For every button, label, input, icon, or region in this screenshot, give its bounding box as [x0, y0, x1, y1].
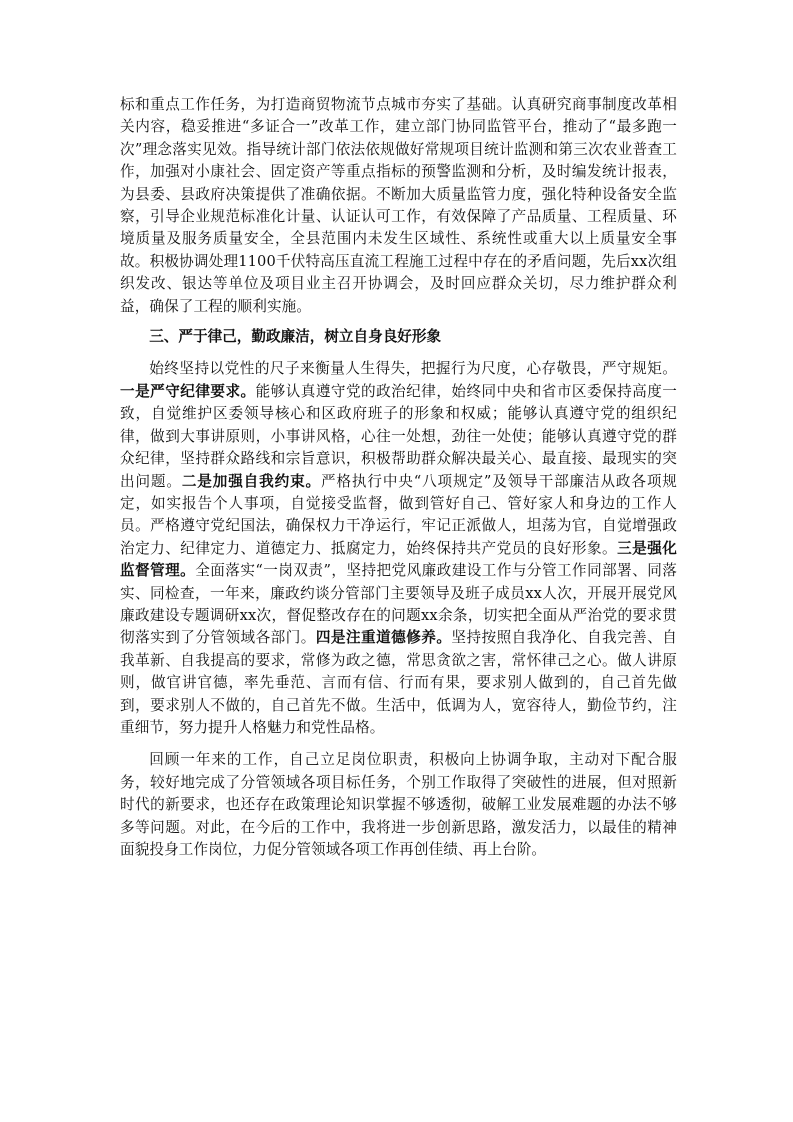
- point-1-text: 能够认真遵守党的政治纪律，始终同中央和省市区委保持高度一致，自觉维护区委领导核心和区政府班子的形象和权威；能够认真遵守党的组织纪律，做到大事讲原则，小事讲风格，心往一处想，劲往一处使；能够认真遵守党的群众纪律，坚持群众路线和宗旨意识，积极帮助群众解决最关心、最直接、最现实的突出问题。: [120, 382, 677, 490]
- paragraph-conclusion: 回顾一年来的工作，自己立足岗位职责，积极向上协调争取，主动对下配合服务，较好地完成了分管领域各项目标任务，个别工作取得了突破性的进展，但对照新时代的新要求，也还存在政策理论知识掌握不够透彻，破解工业发展难题的办法不够多等问题。对此，在今后的工作中，我将进一步创新思路，激发活力，以最佳的精神面貌投身工作岗位，力促分管领域各项工作再创佳绩、再上台阶。: [120, 751, 677, 858]
- point-4-text: 坚持按照自我净化、自我完善、自我革新、自我提高的要求，常修为政之德，常思贪欲之害，常怀律己之心。做人讲原则，做官讲官德，率先垂范、言而有信、行而有果，要求别人做到的，自己首先做到，要求别人不做的，自己首先不做。生活中，低调为人，宽容待人，勤俭节约，注重细节，努力提升人格魅力和党性品格。: [120, 629, 677, 736]
- point-1-title: 一是严守纪律要求。: [120, 382, 256, 400]
- point-2-title: 二是加强自我约束。: [181, 472, 321, 490]
- point-4-title: 四是注重道德修养。: [315, 629, 452, 647]
- point-2-text: 严格执行中央“八项规定”及领导干部廉洁从政各项规定，如实报告个人事项，自觉接受监督，做到管好自己、管好家人和身边的工作人员。严格遵守党纪国法，确保权力干净运行，牢记正派做人，坦荡为官，自觉增强政治定力、纪律定力、道德定力、抵腐定力，始终保持共产党员的良好形象。: [120, 472, 677, 557]
- point-3-text: 全面落实“一岗双责”，坚持把党风廉政建设工作与分管工作同部署、同落实、同检查，一年来，廉政约谈分管部门主要领导及班子成员xx人次，开展开展党风廉政建设专题调研xx次，督促整改存在的问题xx余条，切实把全面从严治党的要求贯彻落实到了分管领域各部门。: [120, 562, 677, 647]
- point-3-title: 三是强化监督管理。: [120, 539, 677, 580]
- section-heading-3: 三、严于律己，勤政廉洁，树立自身良好形象: [149, 328, 442, 346]
- paragraph-continuation: 标和重点工作任务，为打造商贸物流节点城市夯实了基础。认真研究商事制度改革相关内容，稳妥推进“多证合一”改革工作，建立部门协同监管平台，推动了“最多跑一次”理念落实见效。指导统计部门依法依规做好常规项目统计监测和第三次农业普查工作，加强对小康社会、固定资产等重点指标的预警监测和分析，及时编发统计报表，为县委、县政府决策提供了准确依据。不断加大质量监管力度，强化特种设备安全监察，引导企业规范标准化计量、认证认可工作，有效保障了产品质量、工程质量、环境质量及服务质量安全，全县范围内未发生区域性、系统性或重大以上质量安全事故。积极协调处理1100千伏特高压直流工程施工过程中存在的矛盾问题，先后xx次组织发改、银达等单位及项目业主召开协调会，及时回应群众关切，尽力维护群众利益，确保了工程的顺利实施。: [120, 96, 677, 315]
- intro-text: 始终坚持以党性的尺子来衡量人生得失，把握行为尺度，心存敬畏，严守规矩。: [149, 360, 677, 378]
- paragraph-discipline: [120, 358, 677, 739]
- document-page: [120, 94, 677, 861]
